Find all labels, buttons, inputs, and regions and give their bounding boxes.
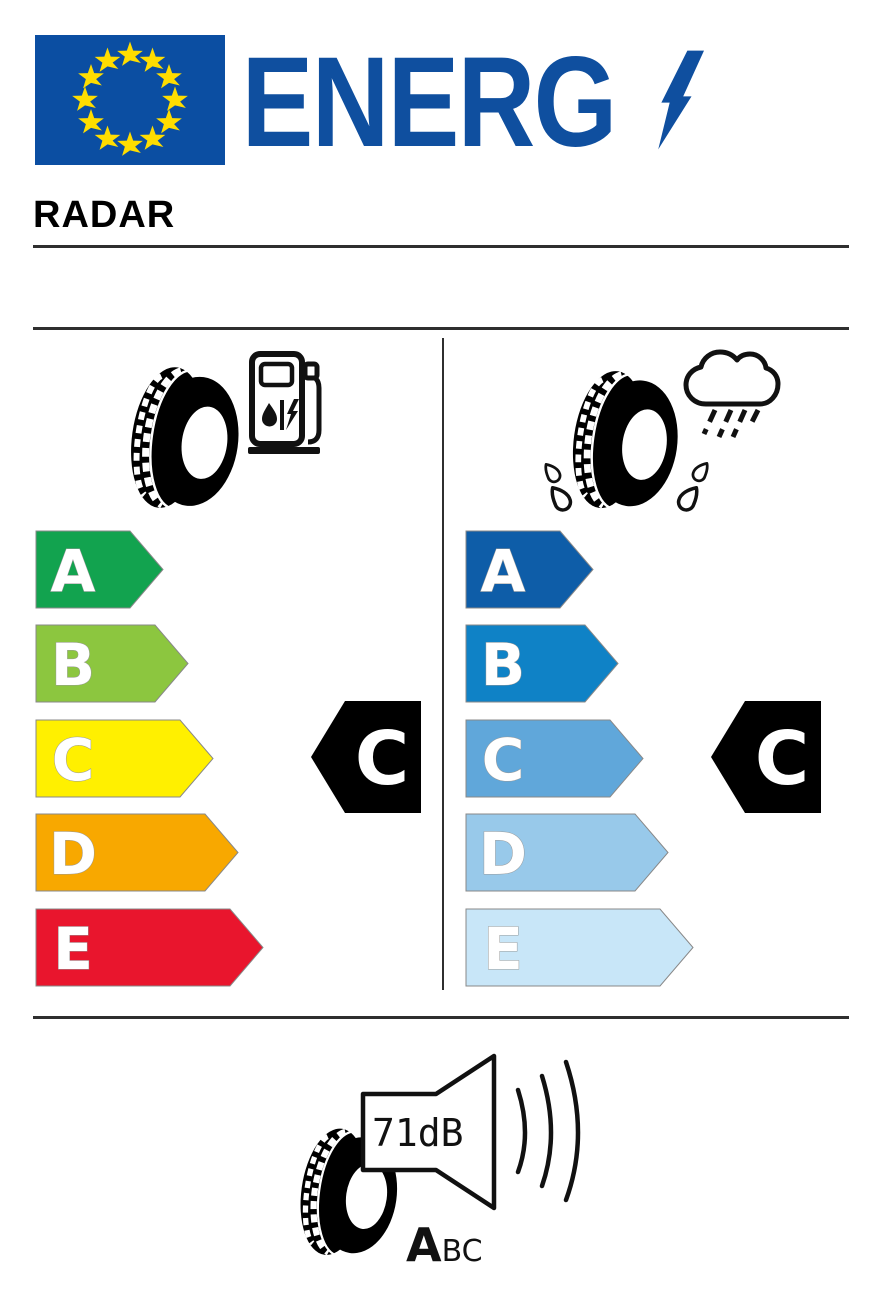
water-splash-icon — [686, 462, 710, 484]
wet-grip-rating-a — [465, 530, 595, 609]
wet-grip-rating-c — [465, 719, 645, 798]
energ-logo — [240, 28, 720, 160]
wet-grip-rating-indicator — [710, 700, 822, 814]
divider-line-middle — [33, 327, 849, 330]
wet-grip-rating-e — [465, 908, 695, 987]
svg-text:E: E — [483, 915, 523, 983]
fuel-rating-c — [35, 719, 215, 798]
svg-text:C: C — [354, 716, 410, 802]
divider-line-bottom — [33, 1016, 849, 1019]
svg-text:B: B — [480, 631, 526, 699]
eu-flag — [35, 35, 225, 165]
svg-text:A: A — [480, 537, 526, 605]
water-splash-icon — [666, 486, 704, 514]
noise-class-letters — [406, 1218, 483, 1272]
fuel-rating-b — [35, 624, 190, 703]
svg-text:C: C — [51, 726, 95, 794]
divider-line-top — [33, 245, 849, 248]
svg-text:D: D — [48, 820, 98, 888]
sound-waves-icon — [508, 1052, 594, 1216]
fuel-pump-icon — [246, 350, 328, 456]
water-splash-icon — [543, 463, 567, 485]
brand-name: RADAR — [33, 194, 176, 236]
fuel-rating-a — [35, 530, 165, 609]
water-splash-icon — [545, 486, 583, 514]
lightning-bolt-icon — [652, 50, 704, 150]
column-divider — [442, 338, 444, 990]
noise-level-value: 71dB — [372, 1111, 464, 1155]
svg-text:B: B — [50, 631, 96, 699]
energ-logo-text: ENERG — [241, 31, 616, 160]
fuel-rating-e — [35, 908, 265, 987]
tire-icon — [126, 366, 244, 514]
svg-text:A: A — [50, 537, 96, 605]
svg-text:C: C — [481, 726, 525, 794]
fuel-rating-indicator — [310, 700, 422, 814]
wet-grip-rating-d — [465, 813, 670, 892]
speaker-icon — [356, 1046, 506, 1216]
wet-grip-rating-b — [465, 624, 620, 703]
noise-class-highlighted: A — [406, 1218, 442, 1272]
svg-text:D: D — [478, 820, 528, 888]
svg-text:E: E — [53, 915, 93, 983]
fuel-rating-d — [35, 813, 240, 892]
svg-text:C: C — [754, 716, 810, 802]
noise-class-rest: BC — [441, 1234, 483, 1269]
rain-cloud-icon — [682, 348, 782, 440]
